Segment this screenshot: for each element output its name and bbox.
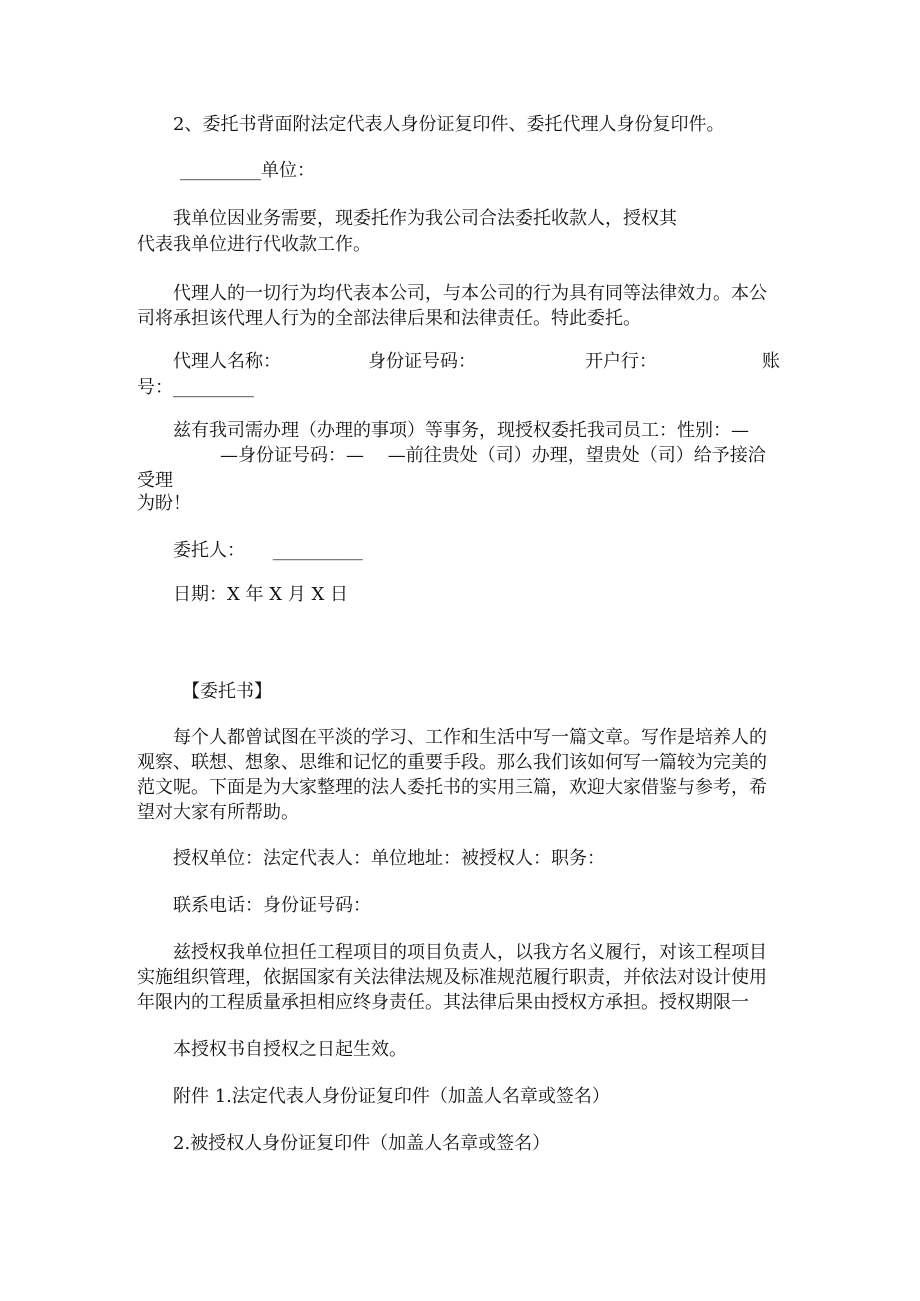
paragraph-line: 我单位因业务需要，现委托作为我公司合法委托收款人，授权其 — [173, 208, 677, 229]
paragraph-line: 代表我单位进行代收款工作。 — [137, 234, 371, 255]
paragraph-line: 每个人都曾试图在平淡的学习、工作和生活中写一篇文章。写作是培养人的 — [173, 727, 767, 748]
principal-line — [173, 539, 363, 563]
date-line: 日期：X 年 X 月 X 日 — [173, 584, 349, 605]
paragraph-line: 兹有我司需办理（办理的事项）等事务，现授权委托我司员工：性别：— — [173, 420, 749, 441]
paragraph-line: 年限内的工程质量承担相应终身责任。其法律后果由授权方承担。授权期限一 — [137, 992, 749, 1013]
unit-blank: _________ — [180, 160, 261, 181]
principal-label: 委托人： — [173, 540, 245, 561]
section-heading: 【委托书】 — [182, 681, 272, 702]
account-label-part1: 账 — [762, 351, 780, 372]
effective-note: 本授权书自授权之日起生效。 — [173, 1039, 407, 1060]
paragraph-line: 范文呢。下面是为大家整理的法人委托书的实用三篇，欢迎大家借鉴与参考，希 — [137, 777, 767, 798]
id-number-label: 身份证号码： — [368, 351, 476, 372]
paragraph-line: 代理人的一切行为均代表本公司，与本公司的行为具有同等法律效力。本公 — [173, 283, 767, 304]
account-label-part2: 号： — [137, 377, 173, 398]
bank-label: 开户行： — [585, 351, 657, 372]
paragraph-line: 观察、联想、想象、思维和记忆的重要手段。那么我们该如何写一篇较为完美的 — [137, 752, 767, 773]
attachment-1: 附件 1.法定代表人身份证复印件（加盖人名章或签名） — [173, 1086, 610, 1107]
agent-name-label: 代理人名称： — [173, 351, 281, 372]
unit-label: 单位： — [261, 160, 315, 181]
unit-line — [180, 159, 315, 183]
paragraph-line: —身份证号码：— —前往贵处（司）办理，望贵处（司）给予接洽 — [220, 445, 766, 466]
authorizer-fields: 授权单位：法定代表人：单位地址：被授权人：职务： — [173, 848, 605, 869]
paragraph-line: 为盼！ — [137, 493, 191, 514]
paragraph-line: 受理 — [137, 470, 173, 491]
paragraph-line: 兹授权我单位担任工程项目的项目负责人，以我方名义履行，对该工程项目 — [173, 942, 767, 963]
attachment-note: 2、委托书背面附法定代表人身份证复印件、委托代理人身份复印件。 — [173, 114, 725, 135]
paragraph-line: 实施组织管理，依据国家有关法律法规及标准规范履行职责，并依法对设计使用 — [137, 967, 767, 988]
attachment-2: 2.被授权人身份证复印件（加盖人名章或签名） — [173, 1133, 551, 1154]
principal-blank: __________ — [272, 540, 363, 561]
account-line — [137, 376, 254, 400]
account-blank: _________ — [173, 377, 254, 398]
contact-fields: 联系电话：身份证号码： — [173, 895, 371, 916]
paragraph-line: 司将承担该代理人行为的全部法律后果和法律责任。特此委托。 — [137, 308, 641, 329]
paragraph-line: 望对大家有所帮助。 — [137, 802, 299, 823]
